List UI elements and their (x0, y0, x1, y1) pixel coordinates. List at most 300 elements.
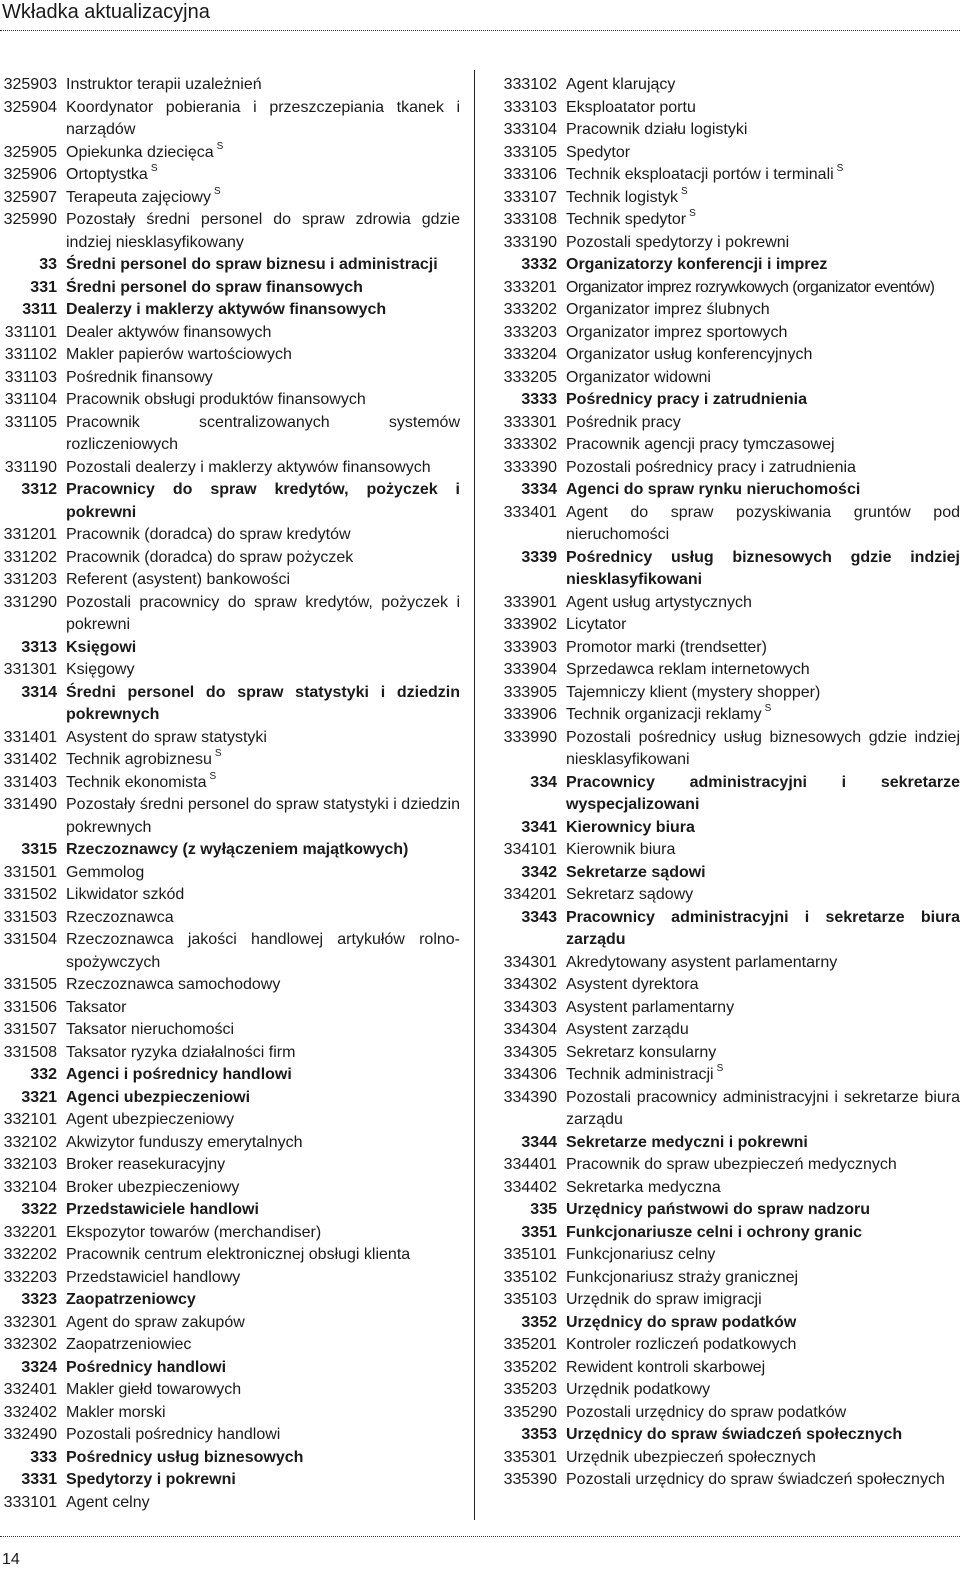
entry-label (566, 1064, 960, 1087)
entry-label (66, 74, 460, 97)
entry-label-text: Rzeczoznawca (66, 908, 174, 926)
occupation-entry (0, 209, 460, 254)
entry-code: 331503 (3, 908, 57, 926)
entry-code: 3333 (521, 391, 557, 408)
occupation-entry (500, 1267, 960, 1290)
entry-label-text: Zaopatrzeniowcy (66, 1291, 196, 1308)
entry-code: 332490 (3, 1426, 57, 1443)
entry-label-text: Funkcjonariusz celny (566, 1246, 716, 1263)
entry-code: 335102 (503, 1268, 557, 1286)
entry-label (566, 367, 960, 390)
entry-label (566, 299, 960, 322)
occupation-entry (0, 772, 460, 795)
entry-label-text: Organizator usług konferencyjnych (566, 346, 813, 363)
entry-label-text: Spedytorzy i pokrewni (66, 1471, 236, 1488)
occupation-entry (0, 1424, 460, 1447)
entry-code: 334302 (503, 976, 557, 993)
entry-code: 331201 (3, 526, 57, 543)
entry-code: 3332 (521, 256, 557, 273)
entry-code: 3334 (521, 481, 557, 498)
occupation-entry (0, 1267, 460, 1290)
entry-code: 331104 (4, 391, 57, 408)
entry-label-text: Pracownik do spraw ubezpieczeń medycznych (566, 1156, 897, 1173)
entry-label (66, 1109, 460, 1132)
entry-label (566, 659, 960, 682)
occupation-entry (0, 1042, 460, 1065)
entry-code: 333 (30, 1448, 57, 1466)
entry-label (66, 1334, 460, 1357)
occupation-entry (0, 367, 460, 390)
entry-label-text: Dealer aktywów finansowych (66, 323, 272, 341)
school-occupation-marker: S (150, 163, 158, 174)
occupation-entry (500, 1064, 960, 1087)
occupation-entry (500, 1379, 960, 1402)
entry-label (566, 547, 960, 592)
entry-label-text: Terapeuta zajęciowy (66, 188, 211, 206)
entry-label (66, 254, 460, 277)
entry-code: 333205 (503, 368, 557, 386)
footer-rule (0, 1536, 960, 1537)
occupation-entry (0, 389, 460, 412)
entry-label (566, 1042, 960, 1065)
entry-label-text: Pracownik scentralizowanych systemów rozliczeniowych (66, 413, 460, 453)
entry-label-text: Pośrednicy usług biznesowych (66, 1448, 304, 1466)
entry-code: 331203 (3, 571, 57, 588)
entry-label-text: Ekspozytor towarów (merchandiser) (66, 1223, 322, 1241)
entry-code: 334390 (503, 1088, 557, 1106)
entry-code: 334305 (503, 1043, 557, 1061)
entry-code: 333201 (503, 278, 557, 296)
entry-label-text: Pośrednicy usług biznesowych gdzie indziej niesklasyfikowani (566, 548, 960, 588)
entry-code: 3311 (22, 301, 57, 318)
entry-label-text: Zaopatrzeniowiec (66, 1336, 192, 1353)
entry-label (66, 142, 460, 165)
entry-code: 333108 (503, 211, 557, 228)
entry-code: 3353 (521, 1426, 557, 1443)
entry-label-text: Technik administracji (566, 1066, 714, 1083)
entry-label-text: Rzeczoznawca jakości handlowej artykułów rolno-spożywczych (66, 931, 460, 971)
school-occupation-marker: S (836, 163, 844, 174)
school-occupation-marker: S (689, 208, 696, 219)
entry-label-text: Akredytowany asystent parlamentarny (566, 953, 838, 971)
occupation-entry (0, 524, 460, 547)
entry-label (66, 1357, 460, 1380)
occupation-entry (500, 637, 960, 660)
entry-label-text: Pozostali urzędnicy do spraw świadczeń społecznych (566, 1471, 945, 1488)
occupation-entry (0, 592, 460, 637)
entry-code: 333902 (503, 616, 557, 633)
occupation-entry (0, 907, 460, 930)
entry-label-text: Przedstawiciele handlowi (66, 1201, 259, 1218)
entry-label (66, 772, 460, 795)
entry-label (566, 1199, 960, 1222)
entry-label (566, 839, 960, 862)
entry-label (66, 997, 460, 1020)
entry-code: 325906 (3, 166, 57, 183)
entry-label (566, 254, 960, 277)
entry-label-text: Technik organizacji reklamy (566, 706, 762, 723)
occupation-entry (500, 1469, 960, 1492)
entry-code: 334301 (503, 953, 557, 971)
entry-label-text: Pozostali pracownicy do spraw kredytów, pożyczek i pokrewni (66, 593, 460, 633)
entry-label (66, 1469, 460, 1492)
entry-label-text: Sekretarze medyczni i pokrewni (566, 1133, 808, 1151)
entry-code: 331505 (3, 976, 57, 993)
entry-label (66, 1312, 460, 1335)
entry-code: 3351 (521, 1223, 557, 1241)
entry-code: 333901 (503, 593, 557, 611)
entry-code: 334 (530, 773, 557, 791)
entry-label (566, 1154, 960, 1177)
occupation-entry (500, 119, 960, 142)
entry-label-text: Likwidator szkód (66, 886, 185, 903)
occupation-entry (500, 367, 960, 390)
entry-label-text: Pośrednik pracy (566, 413, 681, 431)
entry-label (566, 164, 960, 187)
entry-code: 3339 (521, 548, 557, 566)
entry-code: 325905 (3, 143, 57, 161)
entry-code: 33 (39, 256, 57, 273)
group-heading (500, 1132, 960, 1155)
entry-code: 333107 (503, 188, 557, 206)
entry-label-text: Akwizytor funduszy emerytalnych (66, 1133, 303, 1151)
occupation-entry (0, 1154, 460, 1177)
entry-label (566, 704, 960, 727)
group-heading (0, 839, 460, 862)
school-occupation-marker: S (764, 703, 772, 714)
entry-code: 335 (530, 1201, 557, 1218)
occupation-entry (0, 569, 460, 592)
entry-label (66, 1222, 460, 1245)
entry-label (66, 389, 460, 412)
entry-code: 332103 (3, 1156, 57, 1173)
entry-code: 331508 (3, 1043, 57, 1061)
entry-label-text: Pozostali dealerzy i maklerzy aktywów finansowych (66, 458, 431, 476)
occupation-entry (500, 1087, 960, 1132)
entry-label (566, 614, 960, 637)
entry-code: 333390 (503, 458, 557, 476)
entry-label (66, 1402, 460, 1425)
entry-label (566, 1177, 960, 1200)
entry-label-text: Pracownik agencji pracy tymczasowej (566, 436, 835, 453)
entry-code: 3344 (521, 1133, 557, 1151)
entry-code: 333203 (503, 323, 557, 341)
entry-label (66, 187, 460, 210)
entry-label-text: Średni personel do spraw biznesu i administracji (66, 256, 438, 273)
entry-code: 332201 (3, 1223, 57, 1241)
entry-code: 3324 (21, 1358, 57, 1376)
entry-label-text: Funkcjonariusze celni i ochrony granic (566, 1223, 863, 1241)
group-heading (500, 1222, 960, 1245)
entry-code: 333903 (503, 638, 557, 656)
entry-code: 331202 (3, 548, 57, 566)
entry-label (66, 1289, 460, 1312)
occupation-entry (500, 299, 960, 322)
entry-code: 332401 (3, 1381, 57, 1398)
entry-code: 331103 (4, 368, 57, 386)
group-heading (0, 299, 460, 322)
entry-label-text: Asystent zarządu (566, 1021, 689, 1038)
entry-code: 332101 (3, 1111, 57, 1128)
entry-label (66, 97, 460, 142)
entry-label-text: Organizator imprez ślubnych (566, 301, 770, 318)
entry-code: 333202 (503, 301, 557, 318)
entry-label (66, 569, 460, 592)
entry-label-text: Sekretarka medyczna (566, 1178, 721, 1196)
entry-code: 335301 (503, 1448, 557, 1466)
occupation-entry (500, 97, 960, 120)
occupation-entry (500, 884, 960, 907)
entry-label (566, 434, 960, 457)
entry-label-text: Urzędnik podatkowy (566, 1381, 711, 1398)
entry-label (566, 884, 960, 907)
entry-label (66, 344, 460, 367)
entry-code: 333990 (503, 728, 557, 746)
entry-label-text: Organizator imprez sportowych (566, 323, 788, 341)
entry-label-text: Technik logistyk (566, 188, 679, 206)
occupation-entry (500, 727, 960, 772)
entry-label-text: Pracownik obsługi produktów finansowych (66, 391, 366, 408)
group-heading (0, 1447, 460, 1470)
occupation-entry (500, 952, 960, 975)
entry-label (566, 1379, 960, 1402)
entry-label (566, 1222, 960, 1245)
entry-label (66, 299, 460, 322)
entry-label (566, 1357, 960, 1380)
entry-label-text: Pozostały średni personel do spraw statystyki i dziedzin pokrewnych (66, 796, 460, 836)
entry-label (66, 794, 460, 839)
entry-code: 3352 (521, 1313, 557, 1331)
occupation-entry (500, 187, 960, 210)
group-heading (0, 479, 460, 524)
entry-label (66, 884, 460, 907)
occupation-entry (0, 929, 460, 974)
entry-code: 335202 (503, 1358, 557, 1376)
group-heading (500, 817, 960, 840)
entry-label (566, 952, 960, 975)
right-column (500, 74, 960, 1492)
entry-code: 334401 (503, 1156, 557, 1173)
entry-label (566, 1312, 960, 1335)
entry-code: 331502 (3, 886, 57, 903)
entry-code: 331507 (3, 1021, 57, 1038)
group-heading (500, 907, 960, 952)
entry-label-text: Asystent parlamentarny (566, 998, 735, 1016)
entry-label-text: Promotor marki (trendsetter) (566, 638, 767, 656)
group-heading (500, 772, 960, 817)
entry-code: 3314 (21, 683, 57, 701)
entry-label-text: Pracownicy do spraw kredytów, pożyczek i pokrewni (66, 481, 460, 521)
occupation-entry (500, 1289, 960, 1312)
entry-label (66, 479, 460, 524)
entry-code: 335201 (503, 1336, 557, 1353)
occupation-entry (500, 614, 960, 637)
occupation-entry (0, 974, 460, 997)
entry-code: 331102 (4, 346, 57, 363)
group-heading (500, 862, 960, 885)
occupation-entry (0, 142, 460, 165)
entry-label (566, 457, 960, 480)
page-header (0, 0, 960, 36)
entry-code: 331301 (3, 661, 57, 678)
entry-label (566, 1424, 960, 1447)
entry-label (566, 344, 960, 367)
entry-label-text: Agent usług artystycznych (566, 593, 752, 611)
entry-label-text: Pozostali pośrednicy usług biznesowych gdzie indziej niesklasyfikowani (566, 728, 960, 768)
entry-label (566, 907, 960, 952)
school-occupation-marker: S (681, 185, 688, 197)
entry-code: 332301 (3, 1313, 57, 1331)
entry-label (66, 457, 460, 480)
entry-label (566, 1267, 960, 1290)
occupation-entry (0, 1019, 460, 1042)
entry-label-text: Funkcjonariusz straży granicznej (566, 1268, 799, 1286)
entry-label (66, 412, 460, 457)
occupation-entry (500, 682, 960, 705)
entry-label (566, 142, 960, 165)
entry-label-text: Pracownik (doradca) do spraw pożyczek (66, 548, 354, 566)
entry-label (66, 929, 460, 974)
entry-code: 333906 (503, 706, 557, 723)
occupation-entry (0, 1132, 460, 1155)
occupation-entry (0, 884, 460, 907)
entry-label (566, 997, 960, 1020)
entry-label-text: Taksator nieruchomości (66, 1021, 235, 1038)
entry-code: 3343 (521, 908, 557, 926)
entry-label-text: Urzędnicy państwowi do spraw nadzoru (566, 1201, 871, 1218)
entry-label-text: Pośrednicy pracy i zatrudnienia (566, 391, 807, 408)
entry-label-text: Asystent do spraw statystyki (66, 728, 267, 746)
entry-code: 333302 (503, 436, 557, 453)
entry-label (566, 1244, 960, 1267)
entry-label-text: Rewident kontroli skarbowej (566, 1358, 766, 1376)
occupation-entry (500, 974, 960, 997)
entry-label-text: Ortoptystka (66, 166, 148, 183)
occupation-entry (500, 412, 960, 435)
entry-label-text: Urzędnicy do spraw podatków (566, 1313, 797, 1331)
entry-label-text: Pozostali pośrednicy pracy i zatrudnienia (566, 458, 856, 476)
entry-code: 3331 (21, 1471, 57, 1488)
entry-label-text: Dealerzy i maklerzy aktywów finansowych (66, 301, 387, 318)
occupation-entry (500, 592, 960, 615)
entry-label-text: Koordynator pobierania i przeszczepiania tkanek i narządów (66, 98, 460, 138)
entry-label (566, 209, 960, 232)
occupation-entry (500, 322, 960, 345)
entry-label (66, 907, 460, 930)
entry-label-text: Broker ubezpieczeniowy (66, 1178, 240, 1196)
entry-code: 334304 (503, 1021, 557, 1038)
entry-code: 331105 (4, 413, 57, 431)
group-heading (500, 1199, 960, 1222)
entry-label-text: Agent ubezpieczeniowy (66, 1111, 235, 1128)
group-heading (500, 389, 960, 412)
entry-label (66, 209, 460, 254)
occupation-entry (0, 794, 460, 839)
occupation-entry (500, 209, 960, 232)
entry-code: 3341 (521, 818, 557, 836)
occupation-entry (0, 457, 460, 480)
entry-code: 333904 (503, 661, 557, 678)
entry-label-text: Makler morski (66, 1403, 166, 1421)
header-title: Wkładka aktualizacyjna (2, 1, 210, 23)
entry-code: 325903 (3, 76, 57, 93)
entry-label-text: Technik ekonomista (66, 773, 207, 791)
entry-code: 331403 (3, 773, 57, 791)
occupation-entry (0, 547, 460, 570)
entry-label-text: Referent (asystent) bankowości (66, 571, 291, 588)
entry-label (566, 1469, 960, 1492)
entry-label-text: Spedytor (566, 143, 631, 161)
entry-code: 335203 (503, 1381, 557, 1398)
entry-code: 333401 (503, 503, 557, 521)
occupation-entry (500, 457, 960, 480)
occupation-entry (0, 344, 460, 367)
entry-code: 334303 (503, 998, 557, 1016)
entry-label (566, 187, 960, 210)
occupation-entry (500, 434, 960, 457)
occupation-entry (0, 659, 460, 682)
occupation-entry (500, 1334, 960, 1357)
entry-code: 333190 (503, 233, 557, 251)
entry-label (66, 637, 460, 660)
entry-label (66, 1087, 460, 1110)
entry-label-text: Pracownik centrum elektronicznej obsługi klienta (66, 1246, 411, 1263)
entry-label-text: Kontroler rozliczeń podatkowych (566, 1336, 797, 1353)
entry-label-text: Technik agrobiznesu (66, 751, 212, 768)
occupation-entry (500, 997, 960, 1020)
entry-label (566, 97, 960, 120)
entry-label-text: Sekretarze sądowi (566, 863, 706, 881)
entry-label-text: Gemmolog (66, 863, 145, 881)
entry-label (66, 277, 460, 300)
entry-label (566, 1334, 960, 1357)
entry-label (566, 974, 960, 997)
entry-label-text: Urzędnik ubezpieczeń społecznych (566, 1448, 816, 1466)
entry-label (566, 1402, 960, 1425)
entry-label (66, 592, 460, 637)
entry-label (566, 479, 960, 502)
entry-code: 332102 (3, 1133, 57, 1151)
occupation-entry (0, 1244, 460, 1267)
entry-label-text: Tajemniczy klient (mystery shopper) (566, 683, 821, 701)
entry-label-text: Pozostali pracownicy administracyjni i sekretarze biura zarządu (566, 1088, 960, 1128)
occupation-entry (0, 749, 460, 772)
group-heading (500, 254, 960, 277)
entry-code: 3321 (21, 1088, 57, 1106)
entry-label-text: Makler papierów wartościowych (66, 346, 292, 363)
occupation-entry (500, 1244, 960, 1267)
entry-label-text: Średni personel do spraw statystyki i dziedzin pokrewnych (66, 683, 460, 723)
entry-label-text: Instruktor terapii uzależnień (66, 76, 262, 93)
occupation-entry (0, 322, 460, 345)
entry-code: 333105 (503, 143, 557, 161)
entry-code: 333104 (503, 121, 557, 138)
entry-label-text: Pozostali spedytorzy i pokrewni (566, 233, 790, 251)
entry-label (66, 547, 460, 570)
entry-label (66, 1244, 460, 1267)
entry-label-text: Technik eksploatacji portów i terminali (566, 166, 834, 183)
entry-label (66, 1492, 460, 1515)
entry-code: 333102 (503, 76, 557, 93)
school-occupation-marker: S (716, 1063, 724, 1074)
entry-code: 3323 (21, 1291, 57, 1308)
entry-code: 334201 (503, 886, 557, 903)
entry-code: 3322 (21, 1201, 57, 1218)
entry-code: 3315 (21, 841, 57, 858)
entry-code: 334402 (503, 1178, 557, 1196)
entry-label (66, 1447, 460, 1470)
entry-code: 331290 (3, 593, 57, 611)
